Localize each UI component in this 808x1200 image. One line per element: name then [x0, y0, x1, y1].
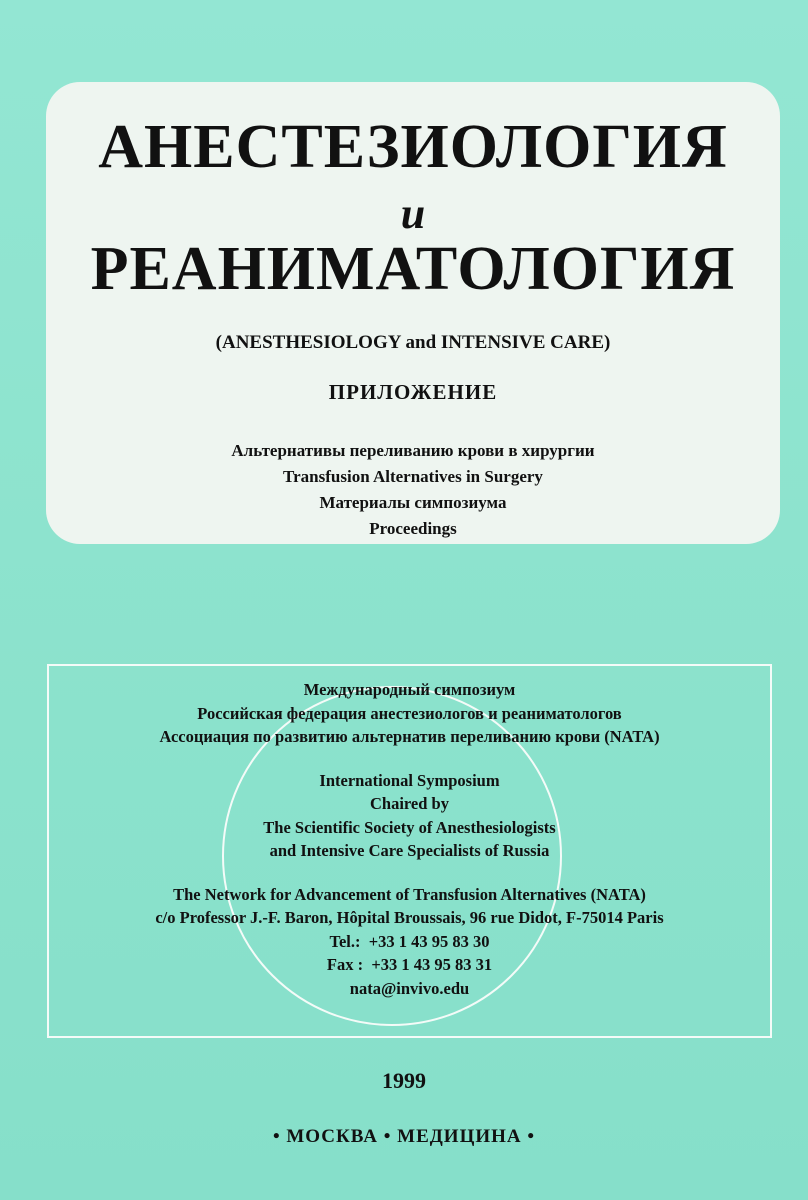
info-line: Российская федерация анестезиологов и реаниматологов [197, 703, 622, 723]
english-title: (ANESTHESIOLOGY and INTENSIVE CARE) [215, 332, 611, 353]
info-line: The Network for Advancement of Transfusion Alternatives (NATA) [173, 884, 646, 904]
title-line-2: РЕАНИМАТОЛОГИЯ [90, 235, 736, 303]
info-line: Fax : +33 1 43 95 83 31 [326, 955, 493, 974]
year: 1999 [382, 1068, 426, 1093]
email: nata@invivo.edu [349, 978, 470, 998]
subtitle-line: Proceedings [369, 519, 457, 538]
info-text [47, 678, 772, 1020]
info-line: Tel.: +33 1 43 95 83 30 [329, 931, 490, 951]
title-panel [46, 82, 780, 544]
info-line: and Intensive Care Specialists of Russia [269, 841, 550, 860]
russian-organizers [47, 678, 772, 749]
title-line-1: АНЕСТЕЗИОЛОГИЯ [98, 113, 728, 181]
info-line: Ассоциация по развитию альтернатив переливанию крови (NATA) [159, 727, 660, 746]
subtitle-line: Transfusion Alternatives in Surgery [283, 467, 543, 486]
subtitle-line: Материалы симпозиума [319, 493, 507, 512]
subtitle-block [46, 438, 780, 542]
title-conjunction: и [400, 189, 426, 238]
english-organizers [47, 769, 772, 863]
info-line: Международный симпозиум [303, 680, 516, 699]
subtitle-line: Альтернативы переливанию крови в хирургии [231, 441, 595, 460]
info-line: c/o Professor J.-F. Baron, Hôpital Broussais, 96 rue Didot, F-75014 Paris [155, 908, 664, 927]
contact-info [47, 883, 772, 1001]
info-line: The Scientific Society of Anesthesiologists [263, 817, 556, 837]
supplement-label: ПРИЛОЖЕНИЕ [328, 380, 498, 404]
info-line: International Symposium [319, 770, 500, 790]
publisher: • МОСКВА • МЕДИЦИНА • [272, 1126, 536, 1147]
info-line: Chaired by [369, 794, 449, 813]
